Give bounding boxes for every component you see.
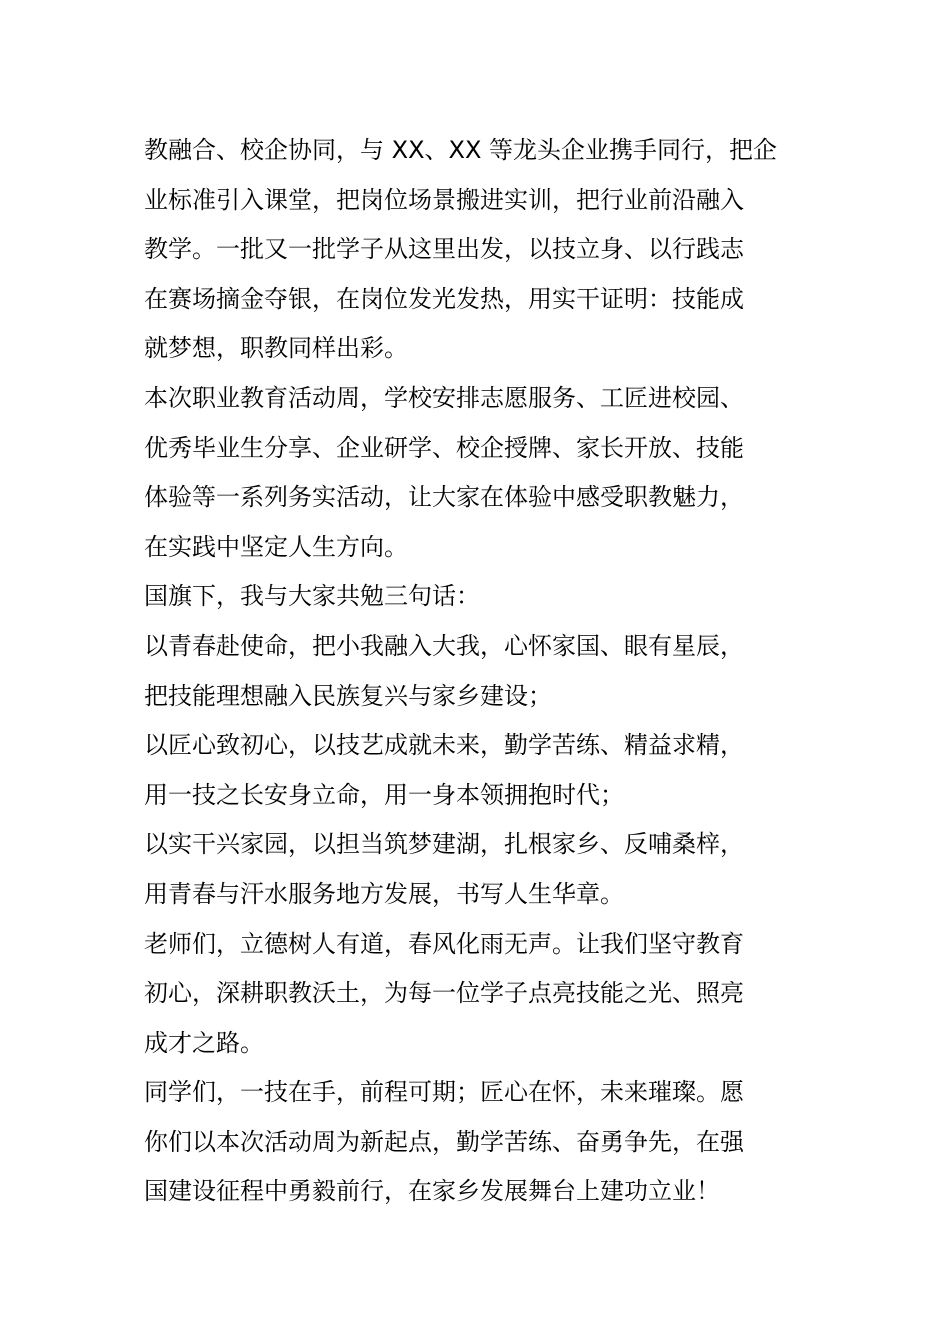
text-line: 以匠心致初心，以技艺成就未来，勤学苦练、精益求精， [144,731,744,760]
text-line: 教融合、校企协同，与 XX、XX 等龙头企业携手同行，把企 [144,136,778,164]
text-line: 业标准引入课堂，把岗位场景搬进实训，把行业前沿融入 [144,185,744,214]
text-line: 初心，深耕职教沃土，为每一位学子点亮技能之光、照亮 [144,979,744,1008]
paragraph-1 [144,126,810,374]
text-line: 就梦想，职教同样出彩。 [144,334,408,363]
paragraph-3 [144,572,810,622]
document-body [144,126,810,1217]
text-line: 用一技之长安身立命，用一身本领拥抱时代； [144,780,624,809]
text-line: 优秀毕业生分享、企业研学、校企授牌、家长开放、技能 [144,433,744,462]
paragraph-6 [144,820,810,919]
text-line: 以青春赴使命，把小我融入大我，心怀家国、眼有星辰， [144,631,744,660]
text-line: 把技能理想融入民族复兴与家乡建设； [144,681,552,710]
text-line: 在赛场摘金夺银，在岗位发光发热，用实干证明：技能成 [144,284,744,313]
paragraph-2 [144,374,810,572]
text-line: 教学。一批又一批学子从这里出发，以技立身、以行践志 [144,235,744,264]
paragraph-8 [144,1068,810,1217]
paragraph-5 [144,721,810,820]
text-line: 本次职业教育活动周，学校安排志愿服务、工匠进校园、 [144,383,744,412]
text-line: 你们以本次活动周为新起点，勤学苦练、奋勇争先，在强 [144,1127,744,1156]
paragraph-7 [144,920,810,1069]
text-line: 以实干兴家园，以担当筑梦建湖，扎根家乡、反哺桑梓， [144,830,744,859]
text-line: 国建设征程中勇毅前行，在家乡发展舞台上建功立业！ [144,1177,720,1206]
text-line: 成才之路。 [144,1028,264,1057]
text-line: 同学们，一技在手，前程可期；匠心在怀，未来璀璨。愿 [144,1078,744,1107]
paragraph-4 [144,622,810,721]
text-line: 用青春与汗水服务地方发展，书写人生华章。 [144,879,624,908]
text-line: 体验等一系列务实活动，让大家在体验中感受职教魅力， [144,483,744,512]
text-line: 国旗下，我与大家共勉三句话： [144,582,480,611]
text-line: 在实践中坚定人生方向。 [144,532,408,561]
text-line: 老师们，立德树人有道，春风化雨无声。让我们坚守教育 [144,929,744,958]
